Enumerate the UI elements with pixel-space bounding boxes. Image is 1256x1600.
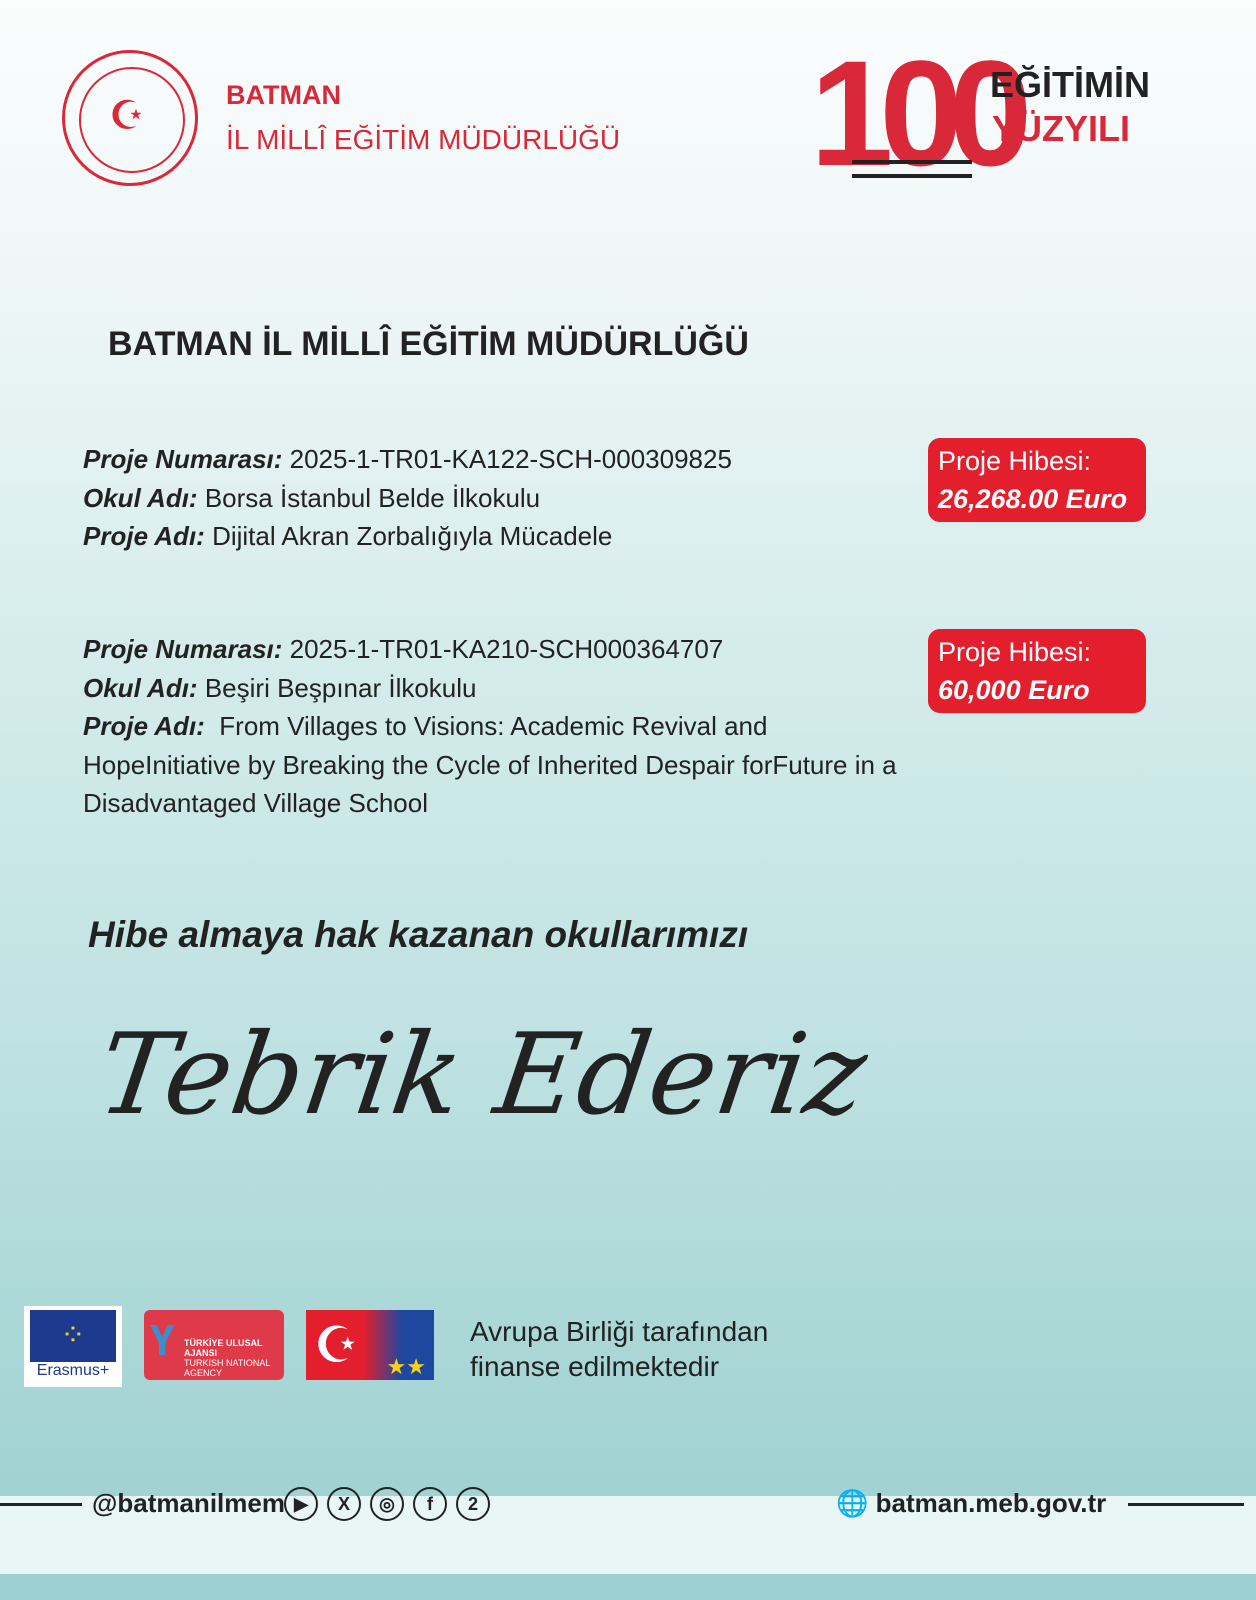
- centennial-number: 100: [810, 29, 1019, 197]
- website-link[interactable]: [836, 1488, 1106, 1519]
- ministry-seal-logo: [62, 50, 198, 186]
- label: Okul Adı:: [83, 482, 198, 513]
- funding-note: [470, 1314, 768, 1384]
- congrats-line1: Hibe almaya hak kazanan okullarımızı: [88, 914, 749, 955]
- congrats-script: Tebrik Ederiz: [90, 1010, 875, 1140]
- grant-label: Proje Hibesi:: [938, 637, 1092, 667]
- agency-tr: TÜRKİYE ULUSAL AJANSI: [184, 1338, 263, 1358]
- grant-amount: 26,268.00 Euro: [938, 484, 1128, 514]
- funding-line2: finanse edilmektedir: [470, 1351, 720, 1382]
- label: Proje Adı:: [83, 521, 205, 552]
- project-number: 2025-1-TR01-KA122-SCH-000309825: [289, 444, 732, 474]
- label: Okul Adı:: [83, 672, 198, 703]
- facebook-icon[interactable]: f: [413, 1487, 447, 1521]
- grant-label: Proje Hibesi:: [938, 446, 1092, 476]
- org-name-line2: İL MİLLÎ EĞİTİM MÜDÜRLÜĞÜ: [226, 124, 621, 155]
- grant-badge-2: [928, 629, 1146, 713]
- divider: [1128, 1503, 1244, 1506]
- website-text: batman.meb.gov.tr: [875, 1488, 1107, 1518]
- social-handle[interactable]: @batmanilmem: [92, 1488, 285, 1518]
- project-number: 2025-1-TR01-KA210-SCH000364707: [289, 634, 724, 664]
- project-2: [83, 630, 903, 823]
- page-heading: BATMAN İL MİLLÎ EĞİTİM MÜDÜRLÜĞÜ: [108, 325, 749, 363]
- eu-stars-icon: ⁘: [30, 1310, 116, 1362]
- youtube-icon[interactable]: ▶: [284, 1487, 318, 1521]
- grant-badge-1: [928, 438, 1146, 522]
- org-name-line1: BATMAN: [226, 80, 341, 110]
- label: Proje Numarası:: [83, 444, 283, 474]
- globe-icon: 🌐: [836, 1488, 869, 1518]
- label: Proje Adı:: [83, 711, 205, 742]
- nsosyal-icon[interactable]: 2: [456, 1487, 490, 1521]
- label: Proje Numarası:: [83, 634, 283, 664]
- erasmus-logo: [24, 1306, 122, 1387]
- crescent-star-icon: ☪: [314, 1317, 359, 1373]
- project-name: From Villages to Visions: Academic Revival and HopeInitiative by Breaking the Cycle of Inherited Despair forFuture in a Disadvantaged Village School: [83, 711, 897, 819]
- centennial-line2: YÜZYILI: [992, 108, 1131, 149]
- project-name: Dijital Akran Zorbalığıyla Mücadele: [212, 521, 613, 552]
- x-icon[interactable]: X: [327, 1487, 361, 1521]
- erasmus-text: Erasmus+: [36, 1362, 110, 1379]
- turkey-eu-flag-logo: [306, 1310, 434, 1380]
- torch-book-icon: ☪: [109, 94, 145, 138]
- grant-amount: 60,000 Euro: [938, 675, 1090, 705]
- instagram-icon[interactable]: ◎: [370, 1487, 404, 1521]
- funding-line1: Avrupa Birliği tarafından: [470, 1316, 769, 1347]
- school-name: Borsa İstanbul Belde İlkokulu: [204, 482, 541, 513]
- centennial-line1: EĞİTİMİN: [990, 64, 1150, 105]
- book-icon: [852, 160, 972, 178]
- eu-stars-icon: ★★: [386, 1354, 426, 1379]
- agency-figure-icon: Ү: [150, 1316, 175, 1365]
- school-name: Beşiri Beşpınar İlkokulu: [204, 672, 477, 703]
- national-agency-logo: [144, 1310, 284, 1380]
- divider: [0, 1503, 82, 1506]
- project-1: [83, 440, 903, 556]
- agency-en: TURKISH NATIONAL AGENCY: [184, 1358, 271, 1378]
